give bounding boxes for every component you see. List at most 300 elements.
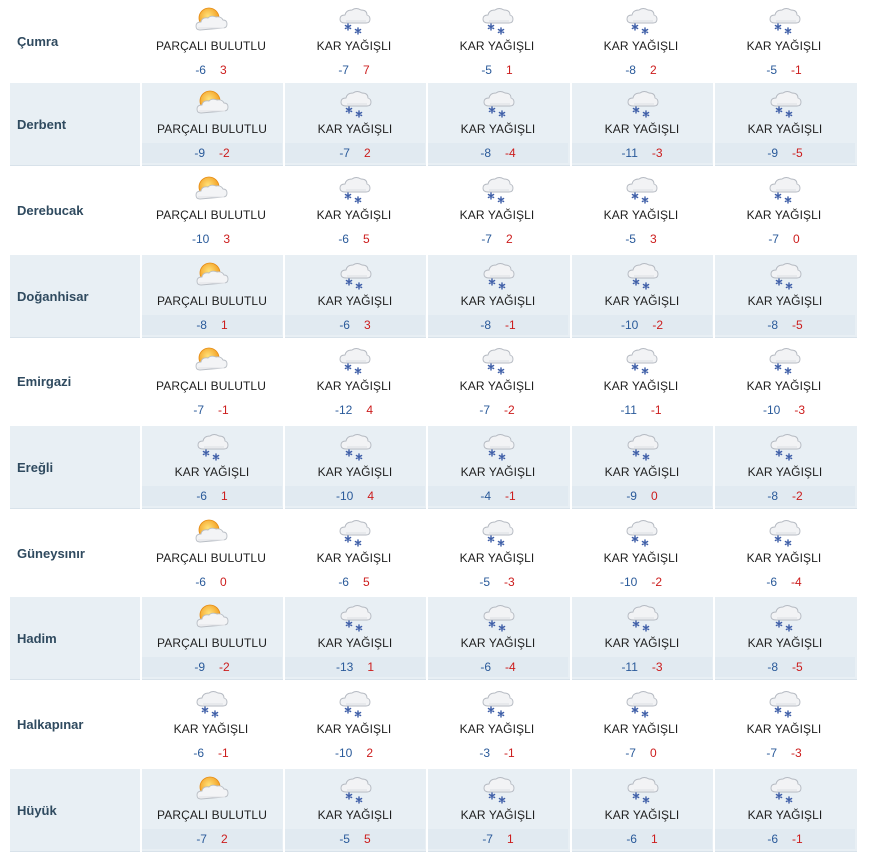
forecast-day-cell — [426, 597, 568, 680]
forecast-day-cell — [713, 683, 855, 766]
snow-icon — [625, 600, 659, 634]
forecast-day-cell — [713, 0, 855, 83]
high-temp: 4 — [367, 489, 375, 503]
partly-cloudy-icon — [195, 600, 229, 634]
temperature-pair — [285, 829, 425, 849]
low-temp: -6 — [193, 746, 204, 760]
snow-icon — [195, 429, 229, 463]
condition-label: KAR YAĞIŞLI — [316, 379, 392, 393]
low-temp: -10 — [762, 403, 781, 417]
temperature-pair — [713, 60, 855, 80]
city-name[interactable]: Hadim — [17, 631, 57, 646]
condition-label: KAR YAĞIŞLI — [459, 722, 535, 736]
temperature-pair — [715, 486, 855, 506]
snow-icon — [480, 686, 514, 720]
temperature-pair — [572, 657, 712, 677]
high-temp: -2 — [219, 146, 230, 160]
snow-icon — [338, 772, 372, 806]
temperature-pair — [426, 400, 568, 420]
snow-icon — [625, 258, 659, 292]
snow-icon — [767, 515, 801, 549]
temperature-pair — [426, 743, 568, 763]
low-temp: -6 — [767, 832, 778, 846]
temperature-pair — [713, 400, 855, 420]
condition-label: KAR YAĞIŞLI — [317, 465, 393, 479]
condition-label: PARÇALI BULUTLU — [157, 808, 267, 822]
low-temp: -6 — [195, 63, 206, 77]
snow-icon — [481, 86, 515, 120]
snow-icon — [337, 343, 371, 377]
snow-icon — [337, 172, 371, 206]
condition-label: KAR YAĞIŞLI — [603, 379, 679, 393]
condition-label: KAR YAĞIŞLI — [746, 551, 822, 565]
low-temp: -6 — [480, 660, 491, 674]
partly-cloudy-icon — [194, 172, 228, 206]
temperature-pair — [426, 60, 568, 80]
snow-icon — [625, 772, 659, 806]
temperature-pair — [570, 229, 712, 249]
condition-label: KAR YAĞIŞLI — [317, 636, 393, 650]
high-temp: 4 — [366, 403, 374, 417]
high-temp: 2 — [366, 746, 374, 760]
temperature-pair — [572, 829, 712, 849]
temperature-pair — [140, 572, 282, 592]
temperature-pair — [142, 315, 282, 335]
low-temp: -10 — [335, 489, 354, 503]
snow-icon — [768, 258, 802, 292]
low-temp: -7 — [481, 232, 492, 246]
snow-icon — [480, 343, 514, 377]
forecast-day-cell — [713, 597, 855, 680]
low-temp: -10 — [191, 232, 210, 246]
low-temp: -8 — [767, 660, 778, 674]
snow-icon — [338, 600, 372, 634]
forecast-day-cell — [283, 683, 425, 766]
condition-label: KAR YAĞIŞLI — [603, 208, 679, 222]
temperature-pair — [570, 400, 712, 420]
forecast-day-cell — [426, 169, 568, 252]
forecast-day-cell — [426, 683, 568, 766]
snow-icon — [768, 772, 802, 806]
forecast-day-cell — [570, 597, 712, 680]
forecast-day-cell — [283, 769, 425, 852]
low-temp: -6 — [196, 489, 207, 503]
high-temp: -4 — [505, 146, 516, 160]
condition-label: KAR YAĞIŞLI — [603, 722, 679, 736]
low-temp: -9 — [194, 146, 205, 160]
low-temp: -8 — [480, 318, 491, 332]
low-temp: -10 — [334, 746, 353, 760]
snow-icon — [624, 515, 658, 549]
forecast-day-cell — [140, 597, 282, 680]
forecast-day-cell — [140, 340, 282, 423]
snow-icon — [767, 686, 801, 720]
high-temp: -1 — [504, 746, 515, 760]
forecast-row — [10, 769, 857, 852]
low-temp: -5 — [481, 63, 492, 77]
high-temp: 1 — [220, 318, 228, 332]
low-temp: -8 — [196, 318, 207, 332]
high-temp: 5 — [362, 232, 370, 246]
forecast-day-cell — [283, 0, 425, 83]
forecast-day-cell — [426, 83, 568, 166]
temperature-pair — [285, 486, 425, 506]
condition-label: PARÇALI BULUTLU — [156, 39, 266, 53]
condition-label: KAR YAĞIŞLI — [604, 122, 680, 136]
high-temp: 3 — [649, 232, 657, 246]
snow-icon — [338, 429, 372, 463]
condition-label: KAR YAĞIŞLI — [747, 808, 823, 822]
condition-label: KAR YAĞIŞLI — [603, 39, 679, 53]
forecast-row — [10, 83, 857, 166]
temperature-pair — [426, 572, 568, 592]
snow-icon — [481, 772, 515, 806]
condition-label: KAR YAĞIŞLI — [746, 379, 822, 393]
snow-icon — [768, 429, 802, 463]
condition-label: KAR YAĞIŞLI — [460, 465, 536, 479]
high-temp: 2 — [363, 146, 371, 160]
high-temp: -2 — [792, 489, 803, 503]
forecast-row — [10, 169, 857, 252]
temperature-pair — [285, 315, 425, 335]
snow-icon — [194, 686, 228, 720]
temperature-pair — [142, 143, 282, 163]
high-temp: 0 — [792, 232, 800, 246]
temperature-pair — [428, 486, 568, 506]
snow-icon — [337, 686, 371, 720]
high-temp: -2 — [652, 318, 663, 332]
temperature-pair — [283, 60, 425, 80]
forecast-day-cell — [713, 83, 855, 166]
temperature-pair — [140, 743, 282, 763]
condition-label: KAR YAĞIŞLI — [747, 122, 823, 136]
forecast-day-cell — [570, 255, 712, 338]
condition-label: KAR YAĞIŞLI — [173, 722, 249, 736]
snow-icon — [337, 3, 371, 37]
condition-label: PARÇALI BULUTLU — [157, 294, 267, 308]
snow-icon — [624, 343, 658, 377]
high-temp: -1 — [791, 63, 802, 77]
temperature-pair — [426, 229, 568, 249]
low-temp: -11 — [621, 146, 638, 160]
condition-label: KAR YAĞIŞLI — [604, 465, 680, 479]
temperature-pair — [572, 315, 712, 335]
high-temp: 0 — [650, 489, 658, 503]
condition-label: PARÇALI BULUTLU — [157, 122, 267, 136]
low-temp: -11 — [621, 660, 638, 674]
condition-label: KAR YAĞIŞLI — [604, 636, 680, 650]
forecast-day-cell — [570, 683, 712, 766]
low-temp: -9 — [767, 146, 778, 160]
temperature-pair — [713, 229, 855, 249]
high-temp: -5 — [792, 318, 803, 332]
forecast-day-cell — [140, 169, 282, 252]
forecast-day-cell — [283, 169, 425, 252]
high-temp: -3 — [651, 146, 663, 160]
snow-icon — [480, 3, 514, 37]
forecast-day-cell — [283, 255, 425, 338]
snow-icon — [624, 172, 658, 206]
temperature-pair — [140, 60, 282, 80]
high-temp: -4 — [791, 575, 802, 589]
condition-label: KAR YAĞIŞLI — [174, 465, 250, 479]
high-temp: -2 — [651, 575, 662, 589]
high-temp: -1 — [792, 832, 803, 846]
high-temp: 2 — [649, 63, 657, 77]
low-temp: -7 — [193, 403, 204, 417]
condition-label: KAR YAĞIŞLI — [459, 39, 535, 53]
temperature-pair — [428, 315, 568, 335]
forecast-day-cell — [713, 255, 855, 338]
partly-cloudy-icon — [194, 515, 228, 549]
snow-icon — [481, 600, 515, 634]
snow-icon — [625, 86, 659, 120]
snow-icon — [480, 172, 514, 206]
low-temp: -8 — [480, 146, 491, 160]
condition-label: KAR YAĞIŞLI — [316, 208, 392, 222]
forecast-day-cell — [570, 169, 712, 252]
high-temp: 7 — [362, 63, 370, 77]
condition-label: KAR YAĞIŞLI — [747, 294, 823, 308]
high-temp: -5 — [792, 146, 803, 160]
snow-icon — [480, 515, 514, 549]
low-temp: -6 — [338, 575, 349, 589]
city-name[interactable]: Hüyük — [17, 803, 57, 818]
high-temp: 5 — [362, 575, 370, 589]
snow-icon — [338, 258, 372, 292]
low-temp: -3 — [479, 746, 490, 760]
forecast-day-cell — [140, 255, 282, 338]
high-temp: 3 — [363, 318, 371, 332]
temperature-pair — [283, 572, 425, 592]
condition-label: KAR YAĞIŞLI — [317, 808, 393, 822]
condition-label: KAR YAĞIŞLI — [746, 722, 822, 736]
forecast-day-cell — [426, 255, 568, 338]
condition-label: KAR YAĞIŞLI — [460, 808, 536, 822]
snow-icon — [767, 172, 801, 206]
snow-icon — [481, 429, 515, 463]
condition-label: PARÇALI BULUTLU — [156, 208, 266, 222]
city-name[interactable]: Derebucak — [17, 203, 84, 218]
condition-label: KAR YAĞIŞLI — [604, 294, 680, 308]
forecast-day-cell — [140, 426, 282, 509]
forecast-row — [10, 597, 857, 680]
low-temp: -11 — [620, 403, 637, 417]
forecast-row — [10, 340, 857, 423]
forecast-day-cell — [570, 83, 712, 166]
condition-label: KAR YAĞIŞLI — [746, 39, 822, 53]
city-name[interactable]: Derbent — [17, 117, 67, 132]
low-temp: -7 — [768, 232, 779, 246]
forecast-day-cell — [283, 426, 425, 509]
high-temp: -2 — [219, 660, 230, 674]
high-temp: -3 — [651, 660, 663, 674]
forecast-day-cell — [426, 512, 568, 595]
temperature-pair — [713, 572, 855, 592]
high-temp: 5 — [363, 832, 371, 846]
temperature-pair — [428, 143, 568, 163]
high-temp: -1 — [218, 403, 229, 417]
forecast-day-cell — [283, 340, 425, 423]
condition-label: KAR YAĞIŞLI — [747, 465, 823, 479]
forecast-row — [10, 426, 857, 509]
forecast-day-cell — [570, 769, 712, 852]
high-temp: 2 — [220, 832, 228, 846]
temperature-pair — [572, 143, 712, 163]
low-temp: -6 — [338, 232, 349, 246]
condition-label: KAR YAĞIŞLI — [316, 722, 392, 736]
temperature-pair — [570, 60, 712, 80]
high-temp: -4 — [505, 660, 516, 674]
temperature-pair — [283, 400, 425, 420]
low-temp: -8 — [767, 489, 778, 503]
low-temp: -7 — [766, 746, 777, 760]
high-temp: -3 — [794, 403, 805, 417]
low-temp: -6 — [626, 832, 637, 846]
high-temp: -1 — [650, 403, 662, 417]
high-temp: -1 — [218, 746, 229, 760]
high-temp: 1 — [367, 660, 375, 674]
high-temp: -1 — [505, 318, 516, 332]
forecast-day-cell — [140, 769, 282, 852]
forecast-day-cell — [713, 426, 855, 509]
high-temp: 2 — [505, 232, 513, 246]
forecast-row — [10, 0, 857, 83]
forecast-day-cell — [570, 340, 712, 423]
partly-cloudy-icon — [194, 3, 228, 37]
high-temp: 0 — [649, 746, 657, 760]
forecast-day-cell — [140, 83, 282, 166]
high-temp: 1 — [506, 832, 514, 846]
temperature-pair — [715, 657, 855, 677]
condition-label: KAR YAĞIŞLI — [317, 122, 393, 136]
city-name[interactable]: Emirgazi — [17, 374, 72, 389]
condition-label: PARÇALI BULUTLU — [156, 551, 266, 565]
forecast-day-cell — [140, 512, 282, 595]
city-name[interactable]: Halkapınar — [17, 717, 84, 732]
forecast-day-cell — [283, 83, 425, 166]
low-temp: -7 — [338, 63, 349, 77]
temperature-pair — [715, 143, 855, 163]
snow-icon — [625, 429, 659, 463]
high-temp: 3 — [219, 63, 227, 77]
city-name[interactable]: Çumra — [17, 34, 59, 49]
condition-label: KAR YAĞIŞLI — [460, 636, 536, 650]
forecast-row — [10, 255, 857, 338]
snow-icon — [767, 3, 801, 37]
low-temp: -6 — [195, 575, 206, 589]
high-temp: -3 — [791, 746, 802, 760]
forecast-day-cell — [426, 769, 568, 852]
partly-cloudy-icon — [195, 86, 229, 120]
temperature-pair — [428, 829, 568, 849]
high-temp: -2 — [504, 403, 515, 417]
temperature-pair — [283, 229, 425, 249]
snow-icon — [768, 86, 802, 120]
snow-icon — [624, 686, 658, 720]
low-temp: -7 — [339, 146, 350, 160]
low-temp: -9 — [626, 489, 637, 503]
low-temp: -6 — [766, 575, 777, 589]
high-temp: -3 — [504, 575, 515, 589]
partly-cloudy-icon — [195, 258, 229, 292]
condition-label: KAR YAĞIŞLI — [460, 122, 536, 136]
condition-label: KAR YAĞIŞLI — [604, 808, 680, 822]
temperature-pair — [140, 229, 282, 249]
forecast-day-cell — [140, 0, 282, 83]
low-temp: -7 — [482, 832, 493, 846]
forecast-day-cell — [570, 426, 712, 509]
forecast-day-cell — [283, 597, 425, 680]
condition-label: KAR YAĞIŞLI — [317, 294, 393, 308]
condition-label: KAR YAĞIŞLI — [459, 208, 535, 222]
high-temp: 1 — [220, 489, 228, 503]
forecast-day-cell — [426, 0, 568, 83]
temperature-pair — [428, 657, 568, 677]
condition-label: KAR YAĞIŞLI — [747, 636, 823, 650]
condition-label: PARÇALI BULUTLU — [156, 379, 266, 393]
city-name[interactable]: Güneysınır — [17, 546, 85, 561]
partly-cloudy-icon — [194, 343, 228, 377]
condition-label: KAR YAĞIŞLI — [603, 551, 679, 565]
forecast-day-cell — [713, 769, 855, 852]
partly-cloudy-icon — [195, 772, 229, 806]
temperature-pair — [283, 743, 425, 763]
high-temp: 1 — [650, 832, 658, 846]
forecast-row — [10, 683, 857, 766]
forecast-day-cell — [570, 0, 712, 83]
low-temp: -10 — [619, 575, 638, 589]
temperature-pair — [142, 657, 282, 677]
low-temp: -13 — [335, 660, 354, 674]
forecast-row — [10, 512, 857, 595]
condition-label: KAR YAĞIŞLI — [459, 551, 535, 565]
temperature-pair — [715, 315, 855, 335]
temperature-pair — [572, 486, 712, 506]
low-temp: -10 — [620, 318, 639, 332]
forecast-day-cell — [713, 340, 855, 423]
forecast-day-cell — [713, 169, 855, 252]
snow-icon — [338, 86, 372, 120]
city-name[interactable]: Doğanhisar — [17, 289, 89, 304]
low-temp: -9 — [194, 660, 205, 674]
temperature-pair — [570, 743, 712, 763]
high-temp: -5 — [792, 660, 803, 674]
high-temp: 0 — [219, 575, 227, 589]
high-temp: 3 — [223, 232, 231, 246]
temperature-pair — [142, 829, 282, 849]
forecast-day-cell — [426, 340, 568, 423]
snow-icon — [337, 515, 371, 549]
temperature-pair — [285, 657, 425, 677]
snow-icon — [624, 3, 658, 37]
low-temp: -7 — [479, 403, 490, 417]
temperature-pair — [285, 143, 425, 163]
low-temp: -12 — [334, 403, 353, 417]
low-temp: -5 — [766, 63, 777, 77]
high-temp: -1 — [505, 489, 516, 503]
city-name[interactable]: Ereğli — [17, 460, 54, 475]
condition-label: KAR YAĞIŞLI — [316, 39, 392, 53]
snow-icon — [481, 258, 515, 292]
temperature-pair — [140, 400, 282, 420]
low-temp: -4 — [480, 489, 491, 503]
condition-label: KAR YAĞIŞLI — [746, 208, 822, 222]
forecast-day-cell — [426, 426, 568, 509]
low-temp: -8 — [767, 318, 778, 332]
snow-icon — [768, 600, 802, 634]
low-temp: -8 — [625, 63, 636, 77]
